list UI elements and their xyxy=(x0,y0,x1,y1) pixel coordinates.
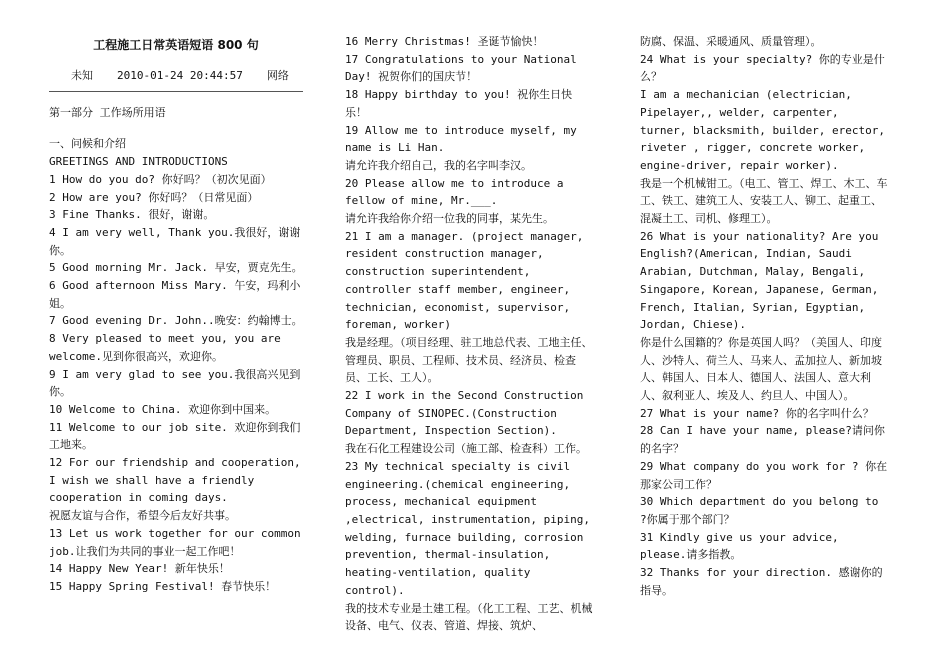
paragraph: 19 Allow me to introduce myself, my name is Li Han. xyxy=(345,123,577,155)
paragraph: 22 I work in the Second Construction Company of SINOPEC.(Construction Department, Inspection Section). xyxy=(345,389,584,438)
column-3-body xyxy=(640,33,888,600)
paragraph: 祝愿友谊与合作，希望今后友好共事。 xyxy=(49,509,236,523)
paragraph: 5 Good morning Mr. Jack. 早安，贾克先生。 xyxy=(49,261,303,275)
column-1-body xyxy=(49,171,303,596)
paragraph: 11 Welcome to our job site. 欢迎你到我们工地来。 xyxy=(49,420,301,452)
paragraph: 29 What company do you work for ? 你在那家公司工作？ xyxy=(640,459,888,491)
paragraph: 28 Can I have your name, please?请问你的名字？ xyxy=(640,424,885,456)
part-heading: 第一部分 工作场所用语 xyxy=(49,105,166,119)
meta-source: 网络 xyxy=(266,69,289,82)
paragraph: 23 My technical specialty is civil engineering.(chemical engineering, process, mechanical equipment ,electrical, instrumentation, piping, welding, furnace building, corrosion prevention, thermal-insulation, heating-ventilation, quality control). xyxy=(345,459,591,597)
paragraph: 18 Happy birthday to you! 祝你生日快乐！ xyxy=(345,88,573,119)
column-1 xyxy=(49,33,303,596)
paragraph: 15 Happy Spring Festival! 春节快乐！ xyxy=(49,579,277,593)
paragraph: 你是什么国籍的？你是英国人吗？（美国人、印度人、沙特人、荷兰人、马来人、孟加拉人、新加坡人、韩国人、日本人、德国人、法国人、意大利人、叙利亚人、埃及人、约旦人、中国人）。 xyxy=(640,335,882,403)
paragraph: 6 Good afternoon Miss Mary. 午安，玛利小姐。 xyxy=(49,279,301,310)
paragraph: 我的技术专业是土建工程。（化工工程、工艺、机械设备、电气、仪表、管道、焊接、筑炉、 xyxy=(345,601,593,633)
column-2-body xyxy=(345,33,593,635)
paragraph: 9 I am very glad to see you.我很高兴见到你。 xyxy=(49,367,301,399)
meta-datetime: 2010-01-24 20:44:57 xyxy=(117,69,243,82)
paragraph: 我是一个机械钳工。（电工、管工、焊工、木工、车工、铁工、建筑工人、安装工人、铆工、起重工、混凝土工、司机、修理工）。 xyxy=(640,176,888,226)
paragraph: 我在石化工程建设公司（施工部、检查科）工作。 xyxy=(345,442,587,456)
column-3 xyxy=(640,33,888,600)
paragraph: 14 Happy New Year! 新年快乐！ xyxy=(49,562,230,576)
paragraph: 21 I am a manager. (project manager, resident construction manager, construction superintendent, controller staff member, engineer, technician, economist, supervisor, foreman, worker) xyxy=(345,229,584,332)
meta-author: 未知 xyxy=(71,69,93,82)
paragraph: 3 Fine Thanks. 很好，谢谢。 xyxy=(49,208,215,222)
column-2 xyxy=(345,33,593,635)
paragraph: 32 Thanks for your direction. 感谢你的指导。 xyxy=(640,566,883,597)
paragraph: 我是经理。（项目经理、驻工地总代表、工地主任、管理员、职员、工程师、技术员、经济员、检查员、工长、工人）。 xyxy=(345,335,593,385)
document-title: 工程施工日常英语短语 800 句 xyxy=(93,38,259,52)
paragraph: 31 Kindly give us your advice, please.请多指教。 xyxy=(640,530,839,562)
paragraph: 12 For our friendship and cooperation, I wish we shall have a friendly cooperation in coming days. xyxy=(49,456,301,505)
paragraph: 1 How do you do? 你好吗？（初次见面） xyxy=(49,172,272,186)
paragraph: 7 Good evening Dr. John..晚安：约翰博士。 xyxy=(49,314,303,328)
paragraph: 26 What is your nationality? Are you English?(American, Indian, Saudi Arabian, Dutchman, Malay, Bengali, Singapore, Korean, Japanese, German, French, Italian, Syrian, Egyptian, Jordan, Chiese). xyxy=(640,229,879,332)
paragraph: 13 Let us work together for our common job.让我们为共同的事业一起工作吧！ xyxy=(49,526,301,558)
paragraph: 16 Merry Christmas! 圣诞节愉快！ xyxy=(345,35,544,48)
section-heading-en: GREETINGS AND INTRODUCTIONS xyxy=(49,155,228,169)
paragraph: 17 Congratulations to your National Day! 祝贺你们的国庆节！ xyxy=(345,52,577,84)
paragraph: 27 What is your name? 你的名字叫什么？ xyxy=(640,406,874,420)
paragraph: 防腐、保温、采暖通风、质量管理）。 xyxy=(640,35,822,48)
paragraph: 请允许我给你介绍一位我的同事，某先生。 xyxy=(345,212,554,226)
paragraph: 30 Which department do you belong to ?你属于那个部门？ xyxy=(640,495,879,526)
paragraph: 10 Welcome to China. 欢迎你到中国来。 xyxy=(49,402,277,416)
paragraph: 请允许我介绍自己，我的名字叫李汉。 xyxy=(345,158,532,172)
paragraph: 24 What is your specialty? 你的专业是什么？ xyxy=(640,52,885,84)
paragraph: 20 Please allow me to introduce a fellow of mine, Mr.___. xyxy=(345,176,564,208)
document-meta xyxy=(49,67,303,92)
section-heading-cn: 一、问候和介绍 xyxy=(49,137,126,151)
paragraph: 2 How are you? 你好吗？（日常见面） xyxy=(49,190,259,204)
paragraph: 8 Very pleased to meet you, you are welcome.见到你很高兴，欢迎你。 xyxy=(49,332,281,363)
paragraph: 4 I am very well, Thank you.我很好，谢谢你。 xyxy=(49,225,301,257)
paragraph: I am a mechanician (electrician, Pipelayer,, welder, carpenter, turner, blacksmith, builder, erector, riveter , rigger, concrete worker, engine-driver, repair worker). xyxy=(640,88,886,172)
